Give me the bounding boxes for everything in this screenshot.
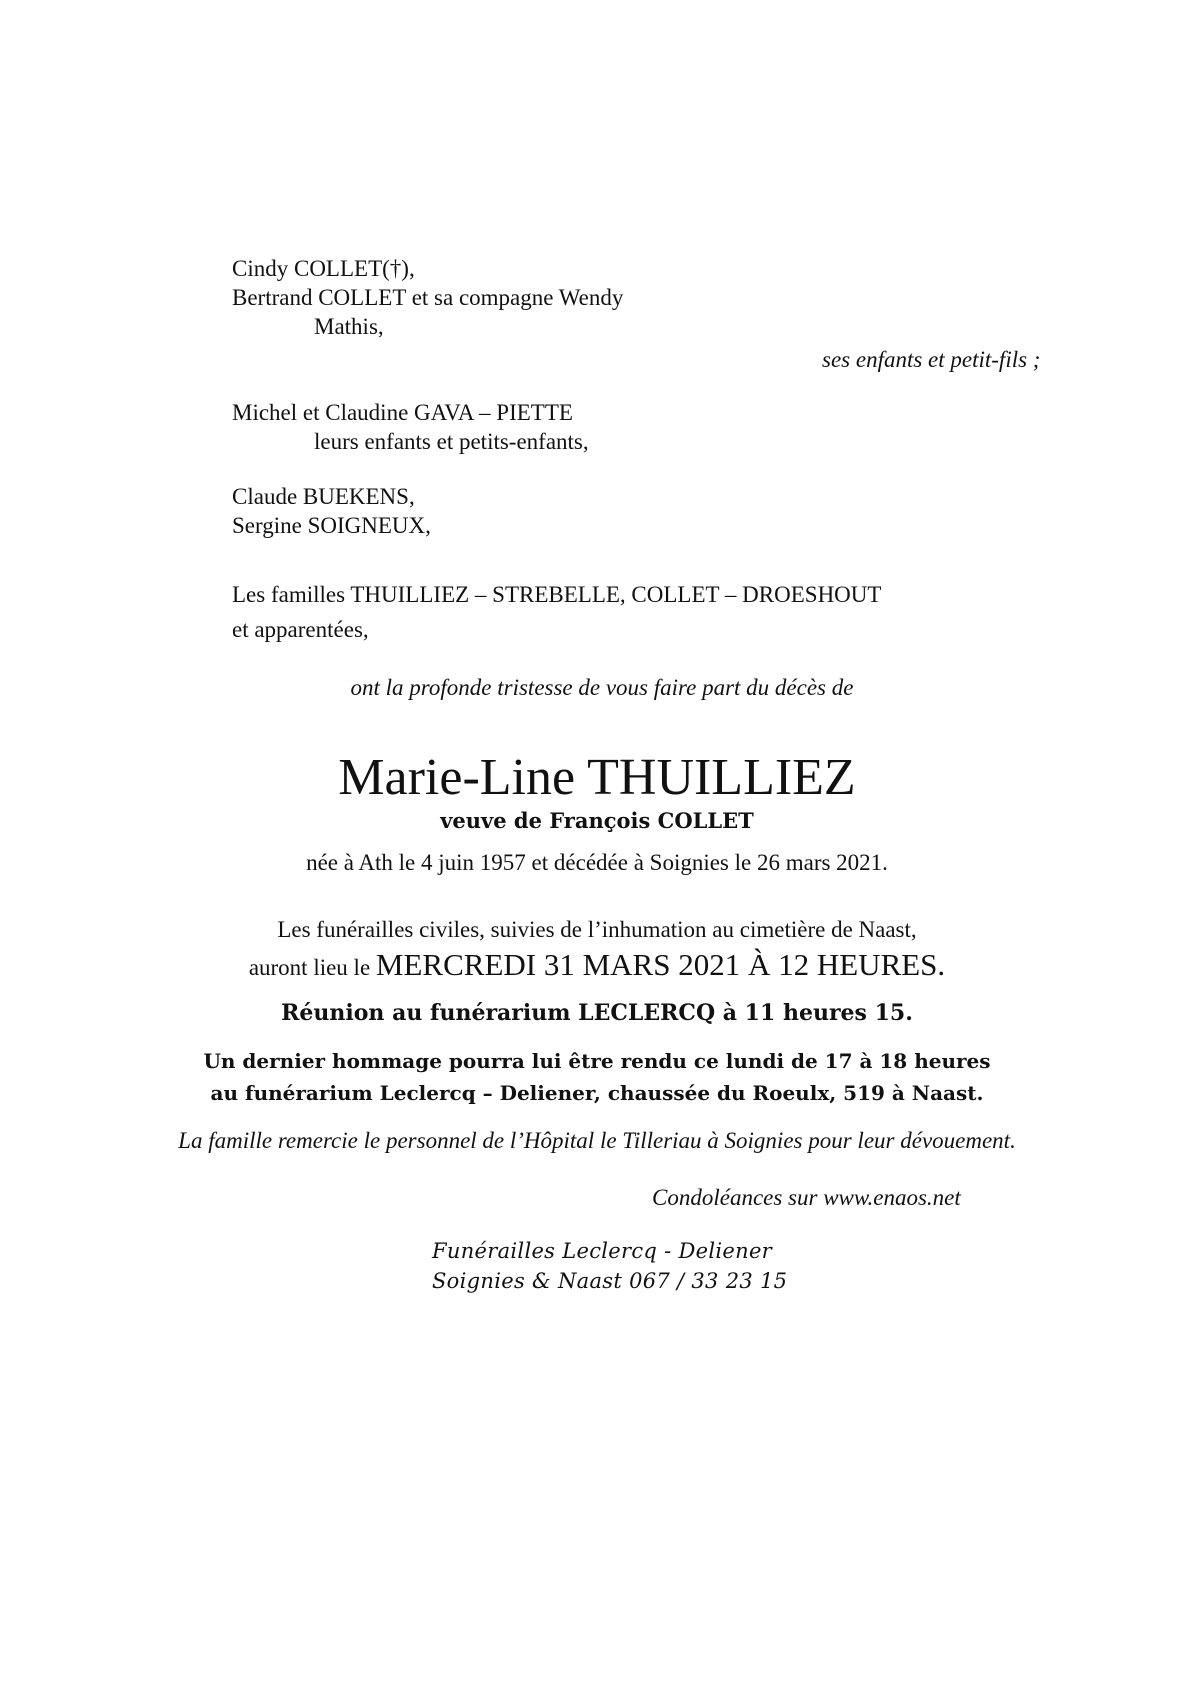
funeral-date-line xyxy=(0,947,1194,986)
funeral-home-contact: Soignies & Naast 067 / 33 23 15 xyxy=(432,1269,788,1293)
family-line-8: Les familles THUILLIEZ – STREBELLE, COLLET – DROESHOUT xyxy=(232,582,882,607)
funeral-date: MERCREDI 31 MARS 2021 À 12 HEURES. xyxy=(375,947,946,982)
funeral-date-prefix: auront lieu le xyxy=(248,955,371,980)
meeting-info: Réunion au funérarium LECLERCQ à 11 heures 15. xyxy=(281,1000,913,1026)
family-line-6: Claude BUEKENS, xyxy=(232,484,415,509)
family-relation-children: ses enfants et petit-fils ; xyxy=(822,347,1041,372)
deceased-name: Marie-Line THUILLIEZ xyxy=(338,749,856,806)
widow-of: veuve de François COLLET xyxy=(440,808,754,833)
announcement-intro: ont la profonde tristesse de vous faire part du décès de xyxy=(350,675,854,700)
family-line-3: Mathis, xyxy=(314,314,384,339)
family-line-5: leurs enfants et petits-enfants, xyxy=(314,429,589,454)
family-line-2: Bertrand COLLET et sa compagne Wendy xyxy=(232,285,624,310)
family-line-7: Sergine SOIGNEUX, xyxy=(232,513,431,538)
family-line-1: Cindy COLLET(†), xyxy=(232,256,415,281)
tribute-line-1: Un dernier hommage pourra lui être rendu ce lundi de 17 à 18 heures xyxy=(203,1049,991,1073)
funeral-home-name: Funérailles Leclercq - Deliener xyxy=(432,1239,773,1263)
condolences-link: Condoléances sur www.enaos.net xyxy=(652,1185,961,1210)
funeral-line-1: Les funérailles civiles, suivies de l’inhumation au cimetière de Naast, xyxy=(277,917,917,942)
family-line-9: et apparentées, xyxy=(232,617,369,642)
family-line-4: Michel et Claudine GAVA – PIETTE xyxy=(232,400,573,425)
thanks-note: La famille remercie le personnel de l’Hôpital le Tilleriau à Soignies pour leur dévouement. xyxy=(178,1128,1016,1153)
tribute-line-2: au funérarium Leclercq – Deliener, chaussée du Roeulx, 519 à Naast. xyxy=(210,1081,984,1105)
birth-death-dates: née à Ath le 4 juin 1957 et décédée à Soignies le 26 mars 2021. xyxy=(306,850,888,875)
